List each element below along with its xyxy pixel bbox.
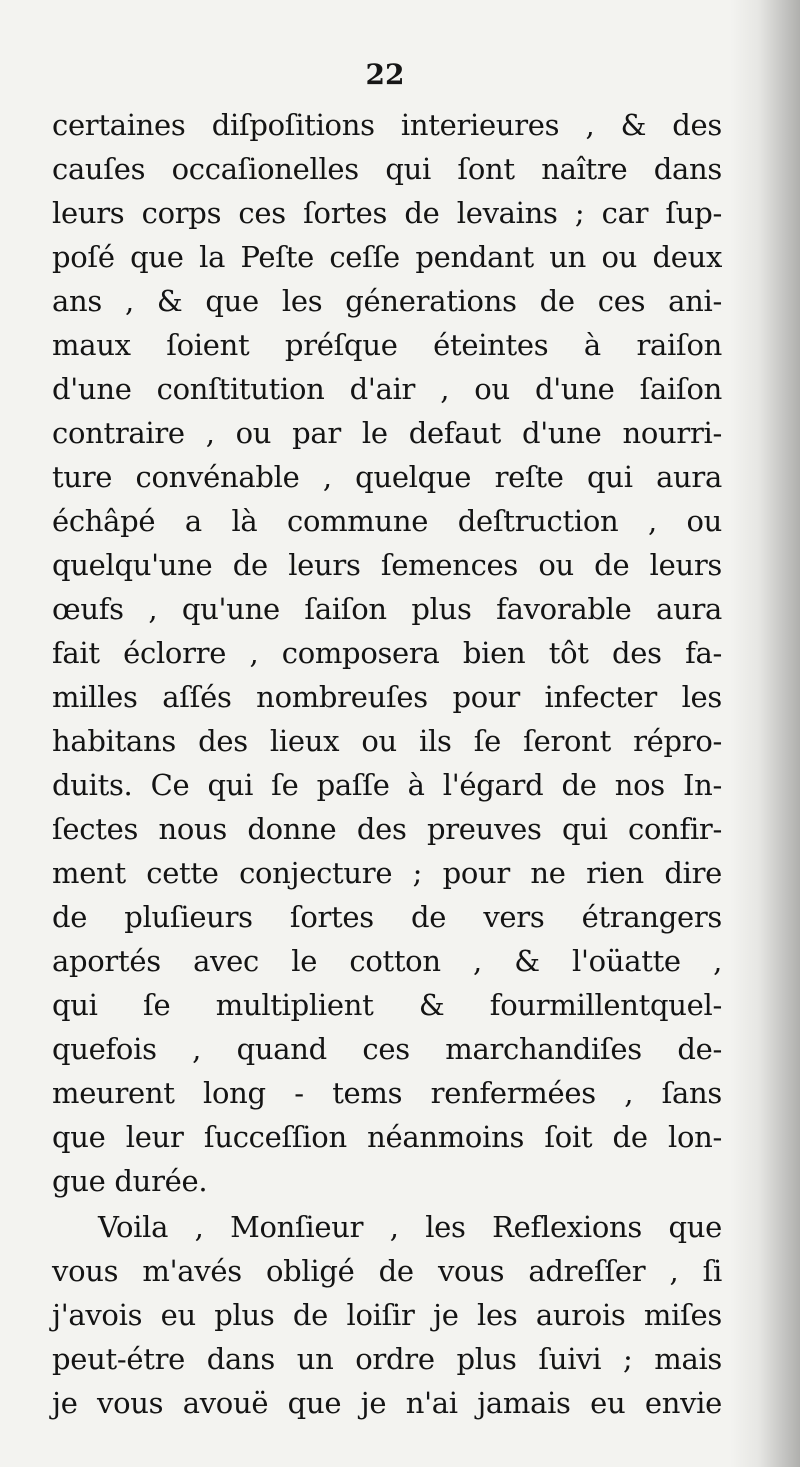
text-line: maux ſoient préſque éteintes à raiſon [52,328,722,362]
text-line: vous m'avés obligé de vous adreſſer , ſi [52,1254,722,1288]
text-line: contraire , ou par le defaut d'une nourri- [52,416,722,450]
text-line: duits. Ce qui ſe paſſe à l'égard de nos In- [52,768,722,802]
text-line: Voila , Monſieur , les Reflexions que [98,1210,722,1244]
text-line: échâpé a là commune deſtruction , ou [52,504,722,538]
text-line: que leur ſucceſſion néanmoins ſoit de lon- [52,1120,722,1154]
text-line: certaines diſpoſitions interieures , & des [52,108,722,142]
text-line: j'avois eu plus de loiſir je les aurois miſes [52,1298,722,1332]
text-line: de pluſieurs ſortes de vers étrangers [52,900,722,934]
text-line: meurent long - tems renfermées , ſans [52,1076,722,1110]
text-line: peut-étre dans un ordre plus ſuivi ; mais [52,1342,722,1376]
text-line: ſectes nous donne des preuves qui confir- [52,812,722,846]
text-line: qui ſe multiplient & fourmillentquel- [52,988,722,1022]
text-line: quefois , quand ces marchandiſes de- [52,1032,722,1066]
text-line: ans , & que les génerations de ces ani- [52,284,722,318]
text-line: cauſes occaſionelles qui ſont naître dans [52,152,722,186]
text-line: aportés avec le cotton , & l'oüatte , [52,944,722,978]
text-line: je vous avouë que je n'ai jamais eu envie [52,1386,722,1420]
text-line: leurs corps ces ſortes de levains ; car ſup- [52,196,722,230]
text-line: poſé que la Peſte ceſſe pendant un ou deux [52,240,722,274]
text-line: habitans des lieux ou ils ſe ſeront répro- [52,724,722,758]
page-number: 22 [365,58,405,91]
text-line: fait éclorre , composera bien tôt des fa- [52,636,722,670]
text-line: gue durée. [52,1164,208,1198]
text-line: milles aſſés nombreuſes pour infecter les [52,680,722,714]
text-line: ture convénable , quelque reſte qui aura [52,460,722,494]
text-line: d'une conſtitution d'air , ou d'une ſaiſon [52,372,722,406]
text-line: quelqu'une de leurs ſemences ou de leurs [52,548,722,582]
text-line: ment cette conjecture ; pour ne rien dire [52,856,722,890]
text-line: œufs , qu'une ſaiſon plus favorable aura [52,592,722,626]
